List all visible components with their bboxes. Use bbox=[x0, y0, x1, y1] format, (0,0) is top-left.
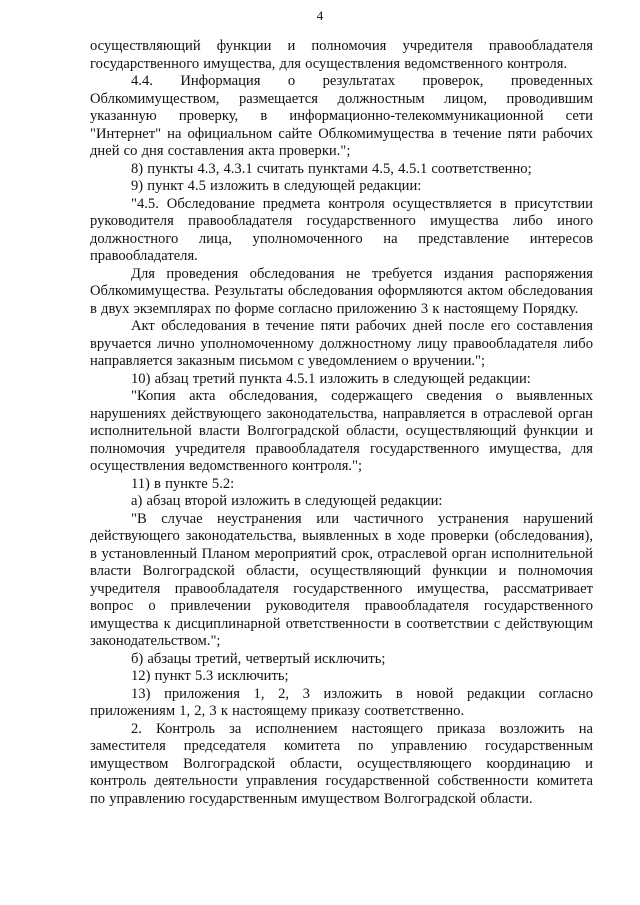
paragraph-act-copy: "Копия акта обследования, содержащего сведения о выявленных нарушениях действующего законодательства, направляется в отраслевой орган исполнительной власти Волгоградской области, осуществляющий функции и полномочия учредителя правообладателя государственного имущества, для осуществления ведомственного контроля."; bbox=[90, 388, 593, 474]
paragraph-item-10: 10) абзац третий пункта 4.5.1 изложить в следующей редакции: bbox=[131, 370, 531, 387]
paragraph-item-12: 12) пункт 5.3 исключить; bbox=[131, 668, 289, 684]
paragraph-violations: "В случае неустранения или частичного устранения нарушений действующего законодательства, выявленных в ходе проверки (обследования), в установленный Планом мероприятий срок, отраслевой орган исполнительной власти Волгоградской области, осуществляющий функции и полномочия учредителя правообладателя государственного имущества, рассматривает вопрос о привлечении руководителя правообладателя государственного имущества к дисциплинарной ответственности в соответствии с действующим законодательством."; bbox=[90, 510, 593, 649]
paragraph-item-8: 8) пункты 4.3, 4.3.1 считать пунктами 4.5, 4.5.1 соответственно; bbox=[131, 160, 532, 177]
paragraph-4-5: "4.5. Обследование предмета контроля осуществляется в присутствии руководителя правообладателя государственного имущества либо иного должностного лица, уполномоченного на представление интересов правообладателя. bbox=[90, 195, 593, 264]
document-body bbox=[90, 38, 593, 808]
paragraph-inspection-order: Для проведения обследования не требуется издания распоряжения Облкомимущества. Результаты обследования оформляются актом обследования в двух экземплярах по форме согласно приложению 3 к настоящему Порядку. bbox=[90, 265, 593, 317]
paragraph-inspection-act: Акт обследования в течение пяти рабочих дней после его составления вручается лично уполномоченному должностному лицу правообладателя либо направляется заказным письмом с уведомлением о вручении."; bbox=[90, 318, 593, 369]
paragraph-continuation: осуществляющий функции и полномочия учредителя правообладателя государственного имущества, для осуществления ведомственного контроля. bbox=[90, 38, 593, 72]
paragraph-item-11-a: а) абзац второй изложить в следующей редакции: bbox=[131, 493, 443, 509]
paragraph-item-11-b: б) абзацы третий, четвертый исключить; bbox=[131, 650, 386, 667]
page-number: 4 bbox=[316, 8, 324, 23]
paragraph-item-11: 11) в пункте 5.2: bbox=[131, 475, 235, 492]
paragraph-4-4: 4.4. Информация о результатах проверок, проведенных Облкомимуществом, размещается должностным лицом, проводившим указанную проверку, в информационно-телекоммуникационной сети "Интернет" на официальном сайте Облкомимущества в течение пяти рабочих дней со дня составления акта проверки."; bbox=[90, 73, 593, 159]
paragraph-item-13: 13) приложения 1, 2, 3 изложить в новой редакции согласно приложениям 1, 2, 3 к настоящему приказу соответственно. bbox=[90, 685, 593, 719]
paragraph-item-9: 9) пункт 4.5 изложить в следующей редакции: bbox=[131, 178, 422, 194]
paragraph-control: 2. Контроль за исполнением настоящего приказа возложить на заместителя председателя комитета по управлению государственным имуществом Волгоградской области, осуществляющего координацию и контроль деятельности управления государственной собственности комитета по управлению государственным имуществом Волгоградской области. bbox=[90, 720, 593, 807]
